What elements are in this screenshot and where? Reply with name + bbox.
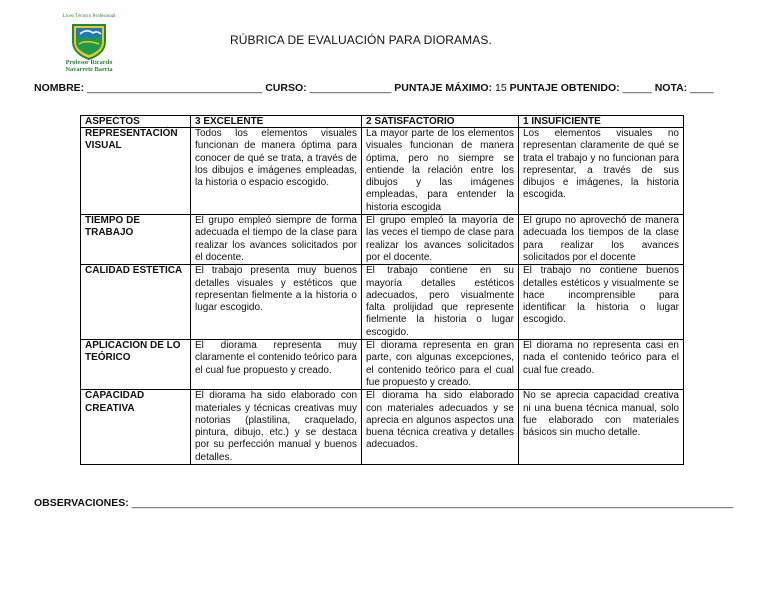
logo-school-line1: Profesor Ricardo — [65, 59, 113, 66]
puntaje-maximo-value: 15 — [494, 82, 507, 94]
table-row — [81, 265, 684, 340]
excelente-cell: El diorama representa muy claramente el contenido teórico para el cual fue propuesto y creado. — [191, 340, 362, 390]
satisfactorio-cell: El diorama representa en gran parte, con algunas excepciones, el contenido teórico para el cual fue propuesto y creado. — [362, 340, 519, 390]
puntaje-maximo-label: PUNTAJE MÁXIMO: — [394, 82, 493, 94]
page-title: RÚBRICA DE EVALUACIÓN PARA DIORAMAS. — [230, 33, 492, 47]
aspect-cell: APLICACIÓN DE LO TEÓRICO — [81, 340, 191, 390]
puntaje-obtenido-field[interactable]: _____ — [622, 82, 652, 94]
table-row — [81, 390, 684, 465]
aspect-cell: REPRESENTACIÓN VISUAL — [81, 128, 191, 215]
puntaje-obtenido-label: PUNTAJE OBTENIDO: — [509, 82, 620, 94]
logo-arc-text: Liceo Técnico Profesional — [62, 14, 116, 19]
observaciones-label: OBSERVACIONES: — [34, 497, 129, 509]
aspect-cell: TIEMPO DE TRABAJO — [81, 215, 191, 265]
observaciones-line — [34, 497, 733, 509]
rubric-table — [80, 115, 684, 465]
insuficiente-cell: El grupo no aprovechó de manera adecuada los tiempos de la clase para realizar los avances solicitados por el docente — [519, 215, 684, 265]
student-info-line — [34, 82, 713, 94]
table-row — [81, 340, 684, 390]
shield-icon — [71, 22, 107, 60]
aspect-cell: CALIDAD ESTÉTICA — [81, 265, 191, 340]
nombre-label: NOMBRE: — [34, 82, 85, 94]
nota-field[interactable]: ____ — [690, 82, 714, 94]
observaciones-field[interactable]: _______________________________________________________________________________________________________ — [131, 497, 734, 509]
header-insuficiente: 1 INSUFICIENTE — [519, 116, 684, 128]
excelente-cell: El diorama ha sido elaborado con materiales y técnicas creativas muy notorias (plastilina, craquelado, pintura, dibujo, etc.) y se destaca por su perfección manual y buenos detalles. — [191, 390, 362, 465]
logo-school-line2: Navarrete Barría — [65, 66, 113, 73]
table-row — [81, 128, 684, 215]
table-header-row — [81, 116, 684, 128]
excelente-cell: Todos los elementos visuales funcionan de manera óptima para conocer de qué se trata, a través de los dibujos e imágenes empleadas, la historia o espacio escogido. — [191, 128, 362, 215]
table-row — [81, 215, 684, 265]
nombre-field[interactable]: ______________________________ — [87, 82, 263, 94]
satisfactorio-cell: El trabajo contiene en su mayoría detalles estéticos adecuados, pero visualmente falta prolijidad que represente fielmente la historia o lugar escogido. — [362, 265, 519, 340]
satisfactorio-cell: El diorama ha sido elaborado con materiales adecuados y se aprecia en algunos aspectos una buena técnica creativa y detalles adecuados. — [362, 390, 519, 465]
insuficiente-cell: Los elementos visuales no representan claramente de qué se trata el trabajo y no funcionan para representar, a través de sus dibujos e imágenes, la historia escogida. — [519, 128, 684, 215]
header-excelente: 3 EXCELENTE — [191, 116, 362, 128]
satisfactorio-cell: El grupo empleó la mayoría de las veces el tiempo de clase para realizar los avances solicitados por el docente. — [362, 215, 519, 265]
insuficiente-cell: El diorama no representa casi en nada el contenido teórico para el cual fue creado. — [519, 340, 684, 390]
satisfactorio-cell: La mayor parte de los elementos visuales funcionan de manera óptima, pero no siempre se entiende la relación entre los dibujos y las imágenes empleadas, para entender la historia escogida — [362, 128, 519, 215]
excelente-cell: El grupo empleó siempre de forma adecuada el tiempo de la clase para realizar los avances solicitados por el docente. — [191, 215, 362, 265]
curso-field[interactable]: ______________ — [309, 82, 392, 94]
header-aspectos: ASPECTOS — [81, 116, 191, 128]
curso-label: CURSO: — [265, 82, 307, 94]
header-satisfactorio: 2 SATISFACTORIO — [362, 116, 519, 128]
insuficiente-cell: No se aprecia capacidad creativa ni una buena técnica manual, solo fue elaborado con materiales básicos sin mucho detalle. — [519, 390, 684, 465]
insuficiente-cell: El trabajo no contiene buenos detalles estéticos y visualmente se hace incomprensible para identificar la historia o lugar escogido. — [519, 265, 684, 340]
nota-label: NOTA: — [654, 82, 688, 94]
aspect-cell: CAPACIDAD CREATIVA — [81, 390, 191, 465]
school-logo — [54, 14, 124, 80]
excelente-cell: El trabajo presenta muy buenos detalles visuales y estéticos que representan fielmente a la historia o lugar escogido. — [191, 265, 362, 340]
